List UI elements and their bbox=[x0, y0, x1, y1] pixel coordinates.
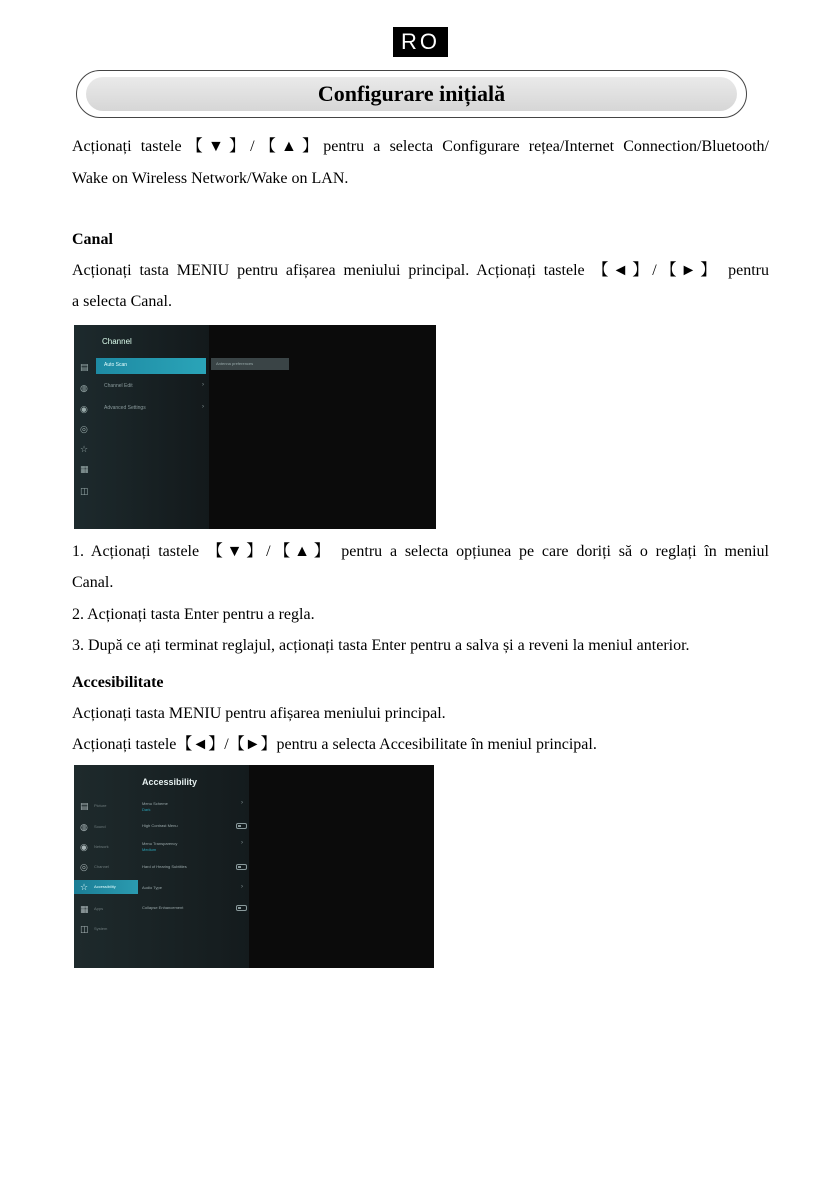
chevron-right-icon: › bbox=[202, 382, 204, 388]
canal-step-1a: 1. Acționați tastele 【▼】/【▲】 pentru a selecta opțiunea pe care doriți să o reglați în meniul bbox=[72, 543, 769, 560]
canal-line-1: Acționați tasta MENIU pentru afișarea meniului principal. Acționați tastele 【◄】/【►】 pentru bbox=[72, 262, 770, 279]
chevron-right-icon: › bbox=[241, 884, 243, 890]
canal-step-1b: Canal. bbox=[72, 574, 114, 591]
canal-step-2: 2. Acționați tasta Enter pentru a regla. bbox=[72, 606, 315, 623]
setting-row-collapse-enhancement[interactable]: Collapse Enhancement bbox=[142, 905, 247, 919]
menu-item-selected[interactable]: Auto Scan bbox=[96, 358, 206, 374]
nav-item-network[interactable]: ◉ Network bbox=[80, 842, 109, 852]
toggle-switch[interactable] bbox=[236, 905, 247, 911]
setting-row-high-contrast[interactable]: High Contrast Menu bbox=[142, 823, 247, 837]
toggle-switch[interactable] bbox=[236, 864, 247, 870]
setting-row-menu-scheme[interactable]: Menu Scheme Dark › bbox=[142, 800, 243, 812]
apps-icon: ▦ bbox=[80, 464, 89, 474]
chevron-right-icon: › bbox=[241, 840, 243, 846]
nav-item-system[interactable]: ◫ System bbox=[80, 924, 108, 934]
intro-line-1: Acționați tastele【▼】/【▲】pentru a selecta Configurare rețea/Internet Connection/Bluetooth/ bbox=[72, 138, 769, 155]
nav-item-picture[interactable]: ▤ Picture bbox=[80, 801, 107, 811]
menu-item[interactable]: Channel Edit bbox=[104, 383, 133, 389]
nav-item-sound[interactable]: ◍ Sound bbox=[80, 822, 106, 832]
chevron-right-icon: › bbox=[202, 404, 204, 410]
nav-item-apps[interactable]: ▦ Apps bbox=[80, 904, 104, 914]
chevron-right-icon: › bbox=[241, 800, 243, 806]
apps-icon: ▦ bbox=[80, 904, 89, 914]
canal-step-3: 3. După ce ați terminat reglajul, acționați tasta Enter pentru a salva și a reveni la meniul anterior. bbox=[72, 637, 690, 654]
sound-icon: ◍ bbox=[80, 383, 88, 393]
accessibility-icon: ☆ bbox=[80, 882, 89, 892]
setting-row-hoh-subtitles[interactable]: Hard of Hearing Subtitles bbox=[142, 864, 247, 878]
language-badge: RO bbox=[393, 27, 448, 57]
intro-line-2: Wake on Wireless Network/Wake on LAN. bbox=[72, 170, 349, 187]
system-icon: ◫ bbox=[80, 486, 89, 496]
network-icon: ◉ bbox=[80, 842, 88, 852]
access-line-1: Acționați tasta MENIU pentru afișarea meniului principal. bbox=[72, 705, 446, 722]
accessibility-title: Accessibility bbox=[142, 777, 198, 787]
page-title: Configurare inițială bbox=[317, 81, 506, 106]
channel-icon: ◎ bbox=[80, 424, 88, 434]
menu-item[interactable]: Advanced Settings bbox=[104, 405, 146, 411]
menu-title: Channel bbox=[102, 337, 132, 346]
network-icon: ◉ bbox=[80, 404, 88, 414]
access-heading: Accesibilitate bbox=[72, 674, 164, 691]
toggle-switch[interactable] bbox=[236, 823, 247, 829]
access-line-2: Acționați tastele【◄】/【►】pentru a selecta Accesibilitate în meniul principal. bbox=[72, 736, 597, 753]
accessibility-menu-screenshot bbox=[74, 765, 434, 968]
picture-icon: ▤ bbox=[80, 362, 89, 372]
submenu-panel[interactable]: Antenna preferences bbox=[211, 358, 289, 370]
channel-menu-screenshot bbox=[74, 325, 436, 529]
canal-line-2: a selecta Canal. bbox=[72, 293, 172, 310]
setting-row-audio-type[interactable]: Audio Type › bbox=[142, 884, 243, 890]
system-icon: ◫ bbox=[80, 924, 89, 934]
picture-icon: ▤ bbox=[80, 801, 89, 811]
accessibility-icon: ☆ bbox=[80, 444, 89, 454]
nav-item-accessibility[interactable]: ☆ Accessibility bbox=[74, 880, 138, 894]
icon-column bbox=[74, 325, 96, 529]
title-banner bbox=[76, 70, 747, 118]
sound-icon: ◍ bbox=[80, 822, 88, 832]
canal-heading: Canal bbox=[72, 231, 113, 248]
nav-item-channel[interactable]: ◎ Channel bbox=[80, 862, 109, 872]
channel-icon: ◎ bbox=[80, 862, 88, 872]
setting-row-menu-transparency[interactable]: Menu Transparency Medium › bbox=[142, 840, 243, 852]
